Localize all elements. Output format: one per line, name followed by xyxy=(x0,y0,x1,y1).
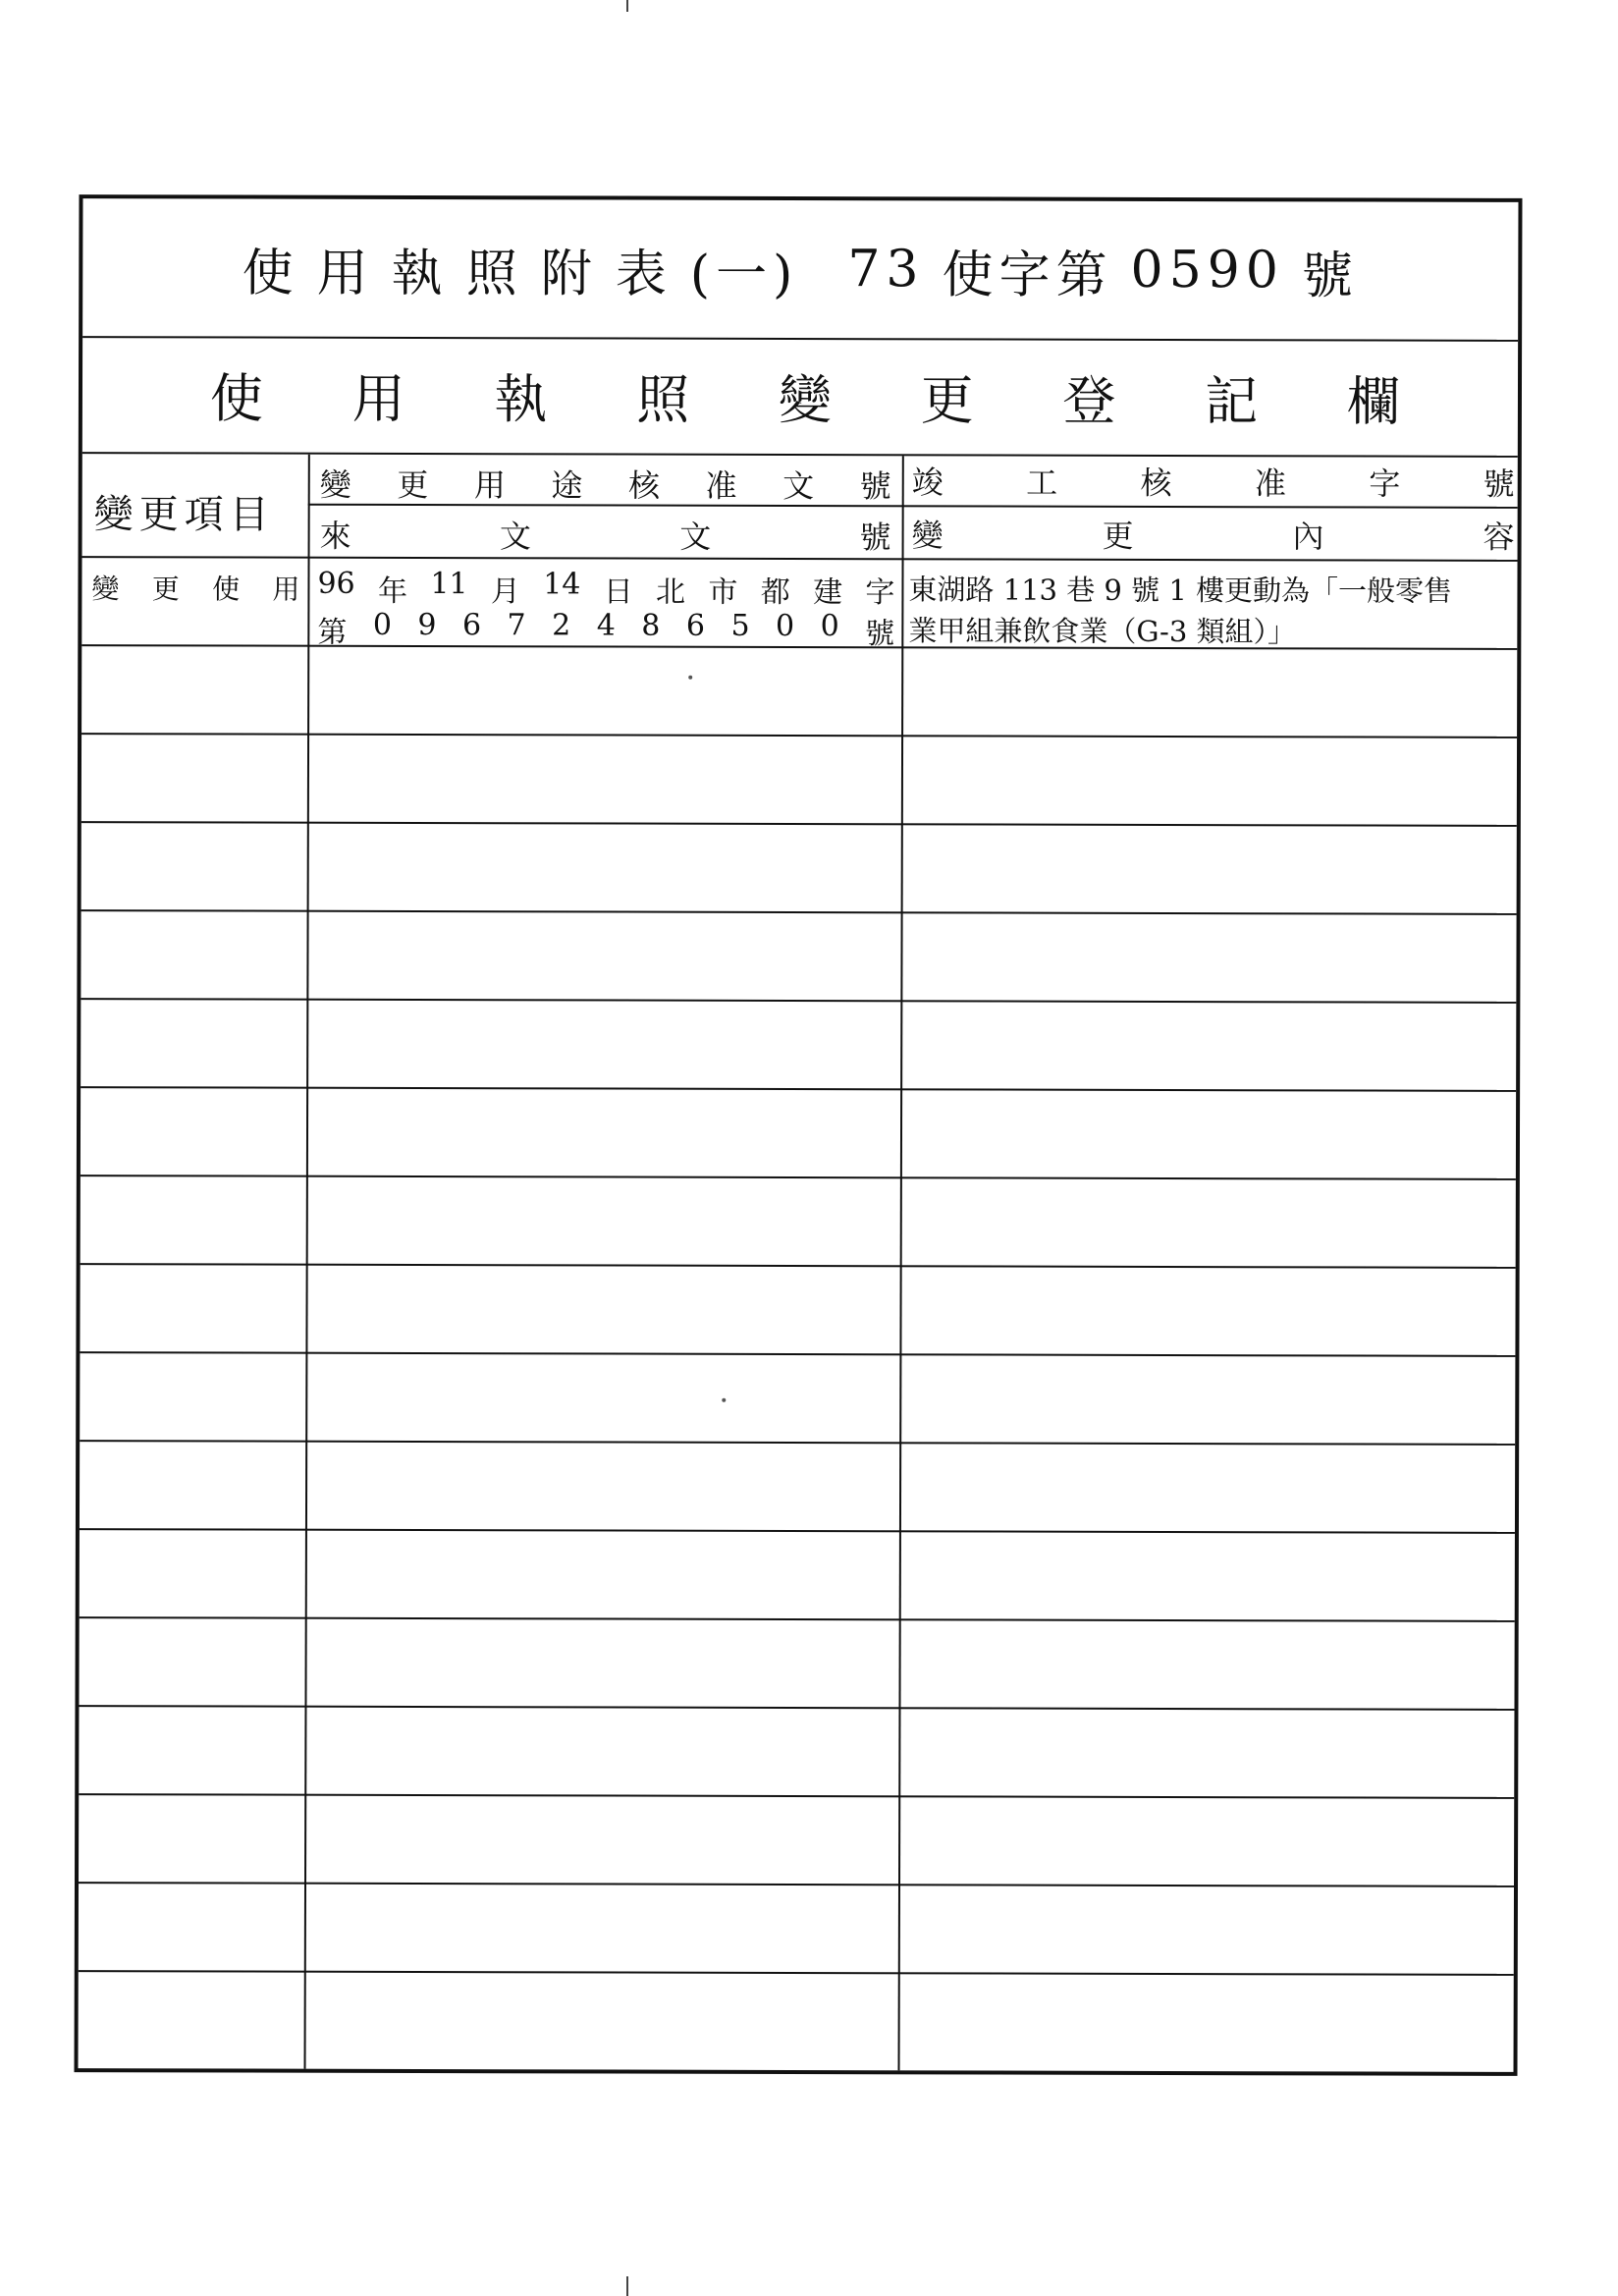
row-line xyxy=(81,998,1516,1004)
form-title: 使 用 執 照 附 表 (一) 73 使字第 0590 號 xyxy=(82,198,1518,342)
form-subtitle: 使 用 執 照 變 更 登 記 欄 xyxy=(82,336,1518,458)
change-table xyxy=(79,454,1518,2072)
row-line xyxy=(80,1528,1515,1534)
row-line xyxy=(80,1440,1515,1446)
header-change-content: 變 更 內 容 xyxy=(911,517,1515,556)
entry-document-number-line1: 96 年 11 月 14 日 北 市 都 建 字 xyxy=(317,566,895,611)
row-line xyxy=(81,821,1517,827)
header-completion-number: 竣 工 核 准 字 號 xyxy=(911,464,1515,503)
scan-speck xyxy=(688,676,692,680)
header-approval-number: 變 更 用 途 核 准 文 號 xyxy=(319,465,891,506)
row-line xyxy=(80,1616,1515,1622)
row-line xyxy=(81,909,1517,915)
bottom-edge-mark xyxy=(626,2276,628,2296)
row-line xyxy=(81,1263,1516,1269)
row-line xyxy=(81,1086,1516,1092)
column-divider-1 xyxy=(304,455,310,2069)
column-divider-2 xyxy=(898,456,904,2070)
top-edge-mark xyxy=(626,0,628,12)
row-line xyxy=(81,733,1517,738)
entry-change-content-line2: 業甲組兼飲食業（G-3 類組）」 xyxy=(908,614,1297,649)
row-line xyxy=(81,1175,1516,1180)
row-line xyxy=(79,1882,1514,1887)
entry-document-number-line2: 第 0 9 6 7 2 4 8 6 5 0 0 號 xyxy=(317,607,895,652)
row-line xyxy=(80,1351,1515,1357)
registration-form xyxy=(74,194,1522,2076)
header-incoming-number: 來 文 文 號 xyxy=(319,517,891,557)
entry-change-content-line1: 東湖路 113 巷 9 號 1 樓更動為「一般零售 xyxy=(908,573,1453,608)
row-line xyxy=(79,1970,1514,1976)
header-change-item: 變更項目 xyxy=(93,492,275,538)
row-line xyxy=(79,1793,1514,1799)
entry-change-item: 變 更 使 用 xyxy=(91,573,300,606)
row-line xyxy=(79,1705,1514,1711)
scan-speck xyxy=(722,1398,726,1402)
